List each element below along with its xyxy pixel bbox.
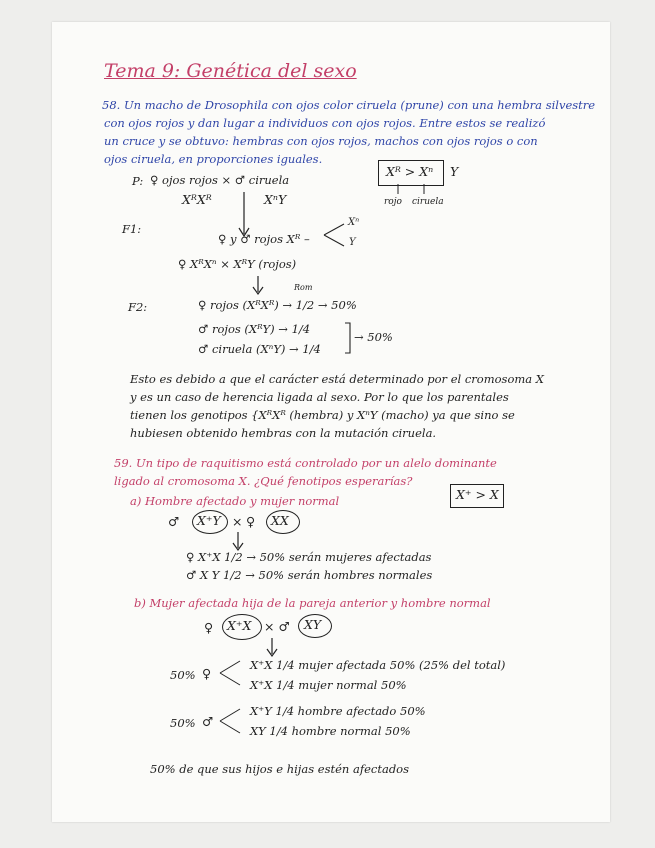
part-b-female-branch: [218, 658, 244, 688]
f2-male-prune: ♂ ciruela (XⁿY) → 1/4: [198, 342, 321, 356]
f1-branch-b: Y: [349, 237, 356, 248]
notebook-page: [52, 22, 610, 822]
part-a-result-1: ♀ X⁺X 1/2 → 50% serán mujeres afectadas: [186, 550, 432, 564]
problem-58-line-1: 58. Un macho de Drosophila con ojos color ciruela (prune) con una hembra silvestre: [102, 98, 596, 112]
dominance-58: Xᴿ > Xⁿ: [386, 164, 434, 179]
part-b-result-3: X⁺Y 1/4 hombre afectado 50%: [250, 704, 426, 718]
f1-line-1: ♀ y ♂ rojos Xᴿ –: [218, 232, 310, 246]
f1-label: F1:: [122, 222, 142, 236]
f2-bracket: [344, 322, 354, 356]
part-a-female-genotype: XX: [271, 513, 289, 528]
part-b-female-percent: 50%: [170, 668, 196, 682]
p-genotype-male: XⁿY: [264, 192, 287, 207]
part-b-result-4: XY 1/4 hombre normal 50%: [250, 724, 411, 738]
problem-59-line-2: ligado al cromosoma X. ¿Qué fenotipos esperarías?: [114, 474, 413, 488]
part-b-result-2: X⁺X 1/4 mujer normal 50%: [250, 678, 407, 692]
rom-annotation: Rom: [294, 283, 313, 292]
conclusion-line-2: y es un caso de herencia ligada al sexo. Por lo que los parentales: [130, 390, 509, 404]
f2-label: F2:: [128, 300, 148, 314]
page-title: Tema 9: Genética del sexo: [104, 60, 357, 82]
part-a-result-2: ♂ X Y 1/2 → 50% serán hombres normales: [186, 568, 433, 582]
f2-male-red: ♂ rojos (XᴿY) → 1/4: [198, 322, 311, 336]
final-statement: 50% de que sus hijos e hijas estén afectados: [150, 762, 410, 776]
f2-male-total: → 50%: [354, 330, 393, 344]
problem-59-line-1: 59. Un tipo de raquitismo está controlado por un alelo dominante: [114, 456, 497, 470]
part-a-male-genotype: X⁺Y: [197, 513, 221, 528]
part-a-title: a) Hombre afectado y mujer normal: [130, 494, 340, 508]
part-b-female-sym: ♀: [202, 666, 212, 681]
conclusion-line-1: Esto es debido a que el carácter está determinado por el cromosoma X: [130, 372, 544, 386]
p-cross: ♀ ojos rojos × ♂ ciruela: [150, 173, 290, 187]
part-b-female-genotype: X⁺X: [227, 618, 252, 633]
p-genotype-female: XᴿXᴿ: [182, 192, 212, 207]
p-label: P:: [132, 174, 144, 188]
problem-58-line-3: un cruce y se obtuvo: hembras con ojos rojos, machos con ojos rojos o con: [104, 134, 538, 148]
part-b-arrow: [266, 638, 278, 660]
part-a-male-symbol: ♂: [168, 514, 180, 529]
part-b-cross: × ♂: [264, 619, 290, 634]
rojo-label: rojo: [384, 197, 402, 207]
conclusion-line-3: tienen los genotipos {XᴿXᴿ (hembra) y XⁿY (macho) ya que sino se: [130, 408, 515, 422]
f2-female-red: ♀ rojos (XᴿXᴿ) → 1/2 → 50%: [198, 298, 357, 312]
problem-58-line-2: con ojos rojos y dan lugar a individuos con ojos rojos. Entre estos se realizó: [104, 116, 546, 130]
ciruela-label: ciruela: [412, 197, 444, 207]
part-b-male-genotype: XY: [304, 617, 322, 632]
part-a-cross: ×: [232, 514, 243, 529]
part-b-female-symbol: ♀: [204, 620, 214, 635]
dominance-arrows: [392, 184, 442, 198]
y-chrom-58: Y: [450, 164, 459, 179]
part-b-title: b) Mujer afectada hija de la pareja anterior y hombre normal: [134, 596, 491, 610]
part-b-male-percent: 50%: [170, 716, 196, 730]
conclusion-line-4: hubiesen obtenido hembras con la mutación ciruela.: [130, 426, 437, 440]
part-b-result-1: X⁺X 1/4 mujer afectada 50% (25% del total): [250, 658, 506, 672]
f1-branch-a: Xⁿ: [348, 217, 360, 228]
problem-58-line-4: ojos ciruela, en proporciones iguales.: [104, 152, 323, 166]
part-a-female-symbol: ♀: [246, 514, 256, 529]
part-b-male-sym: ♂: [202, 714, 214, 729]
f1-to-f2-arrow: [252, 276, 264, 298]
dominance-59: X⁺ > X: [456, 487, 499, 502]
f1-line-2: ♀ XᴿXⁿ × XᴿY (rojos): [178, 257, 297, 271]
f1-branch-arrows: [324, 222, 350, 248]
part-b-male-branch: [218, 706, 244, 736]
